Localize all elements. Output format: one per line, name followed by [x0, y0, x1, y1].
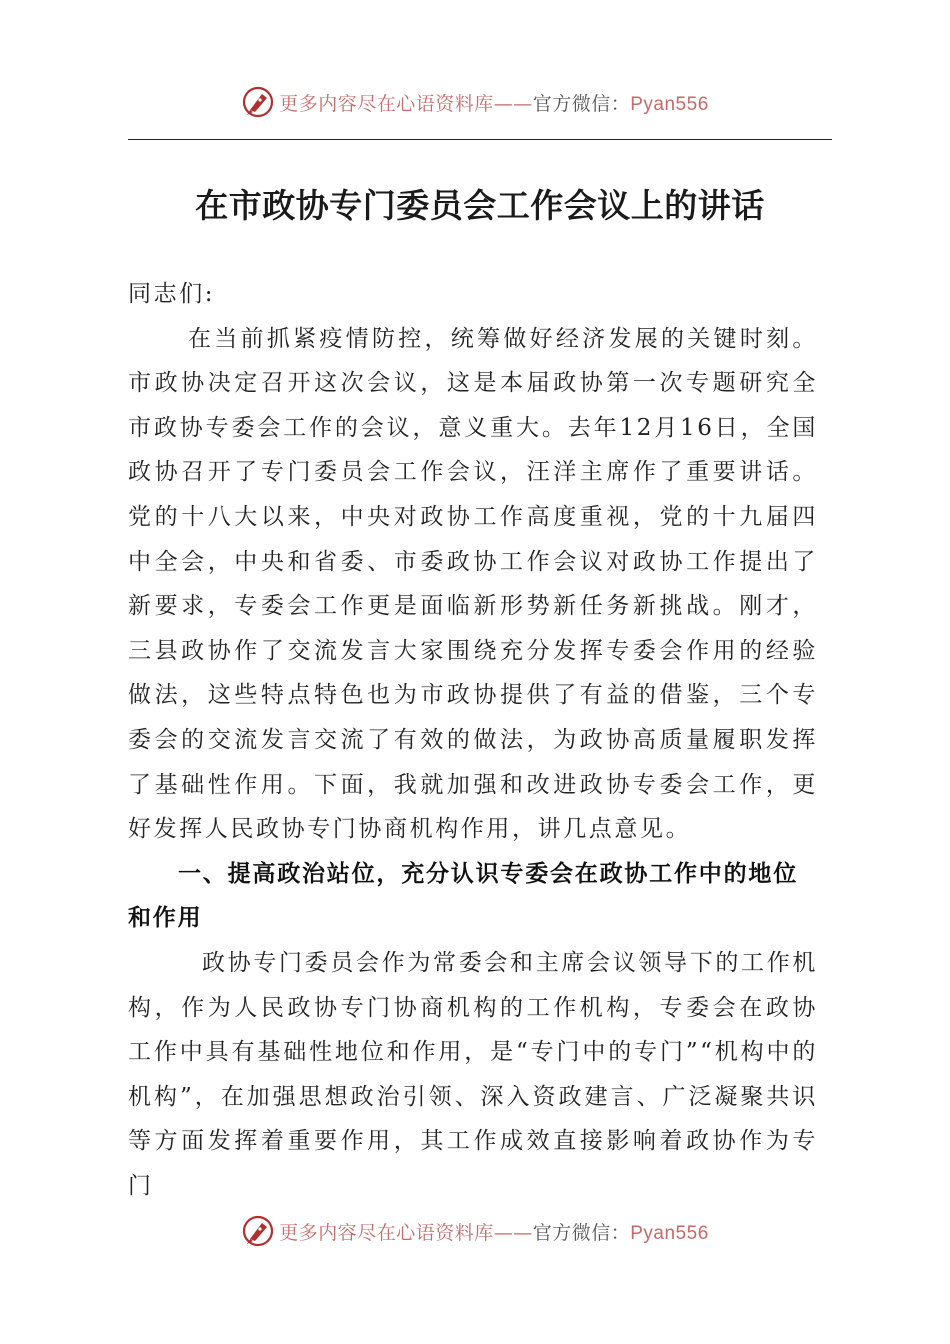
header-banner [0, 82, 950, 122]
footer-banner [0, 1211, 950, 1251]
banner-wechat-id: Pyan556 [630, 93, 709, 115]
pen-nib-logo-icon [241, 85, 275, 119]
banner-wechat-id: Pyan556 [630, 1222, 709, 1244]
banner-dash: —— [493, 1221, 533, 1244]
pen-nib-logo-icon [241, 1214, 275, 1248]
document-body [128, 272, 818, 1208]
banner-brand: 更多内容尽在心语资料库 [279, 92, 494, 115]
banner-dash: —— [493, 92, 533, 115]
banner-text [279, 1218, 709, 1245]
body-paragraph: 政协专门委员会作为常委会和主席会议领导下的工作机构，作为人民政协专门协商机构的工作机构，专委会在政协工作中具有基础性地位和作用，是“专门中的专门”“机构中的机构”，在加强思想政治引领、深入资政建言、广泛凝聚共识等方面发挥着重要作用，其工作成效直接影响着政协作为专门 [128, 949, 818, 1199]
salutation: 同志们: [128, 281, 216, 307]
document-title: 在市政协专门委员会工作会议上的讲话 [195, 186, 765, 225]
banner-wechat-label: 官方微信： [532, 1221, 631, 1244]
body-paragraph: 在当前抓紧疫情防控，统筹做好经济发展的关键时刻。市政协决定召开这次会议，这是本届政协第一次专题研究全市政协专委会工作的会议，意义重大。去年12月16日，全国政协召开了专门委员会工作会议，汪洋主席作了重要讲话。党的十八大以来，中央对政协工作高度重视，党的十九届四中全会，中央和省委、市委政协工作会议对政协工作提出了新要求，专委会工作更是面临新形势新任务新挑战。刚才，三县政协作了交流发言大家围绕充分发挥专委会作用的经验做法，这些特点特色也为市政协提供了有益的借鉴，三个专委会的交流发言交流了有效的做法，为政协高质量履职发挥了基础性作用。下面，我就加强和改进政协专委会工作，更好发挥人民政协专门协商机构作用，讲几点意见。 [128, 325, 818, 843]
section-heading: 一、提高政治站位，充分认识专委会在政协工作中的地位和作用 [128, 860, 798, 932]
banner-text [279, 89, 709, 116]
header-divider [128, 139, 832, 140]
banner-brand: 更多内容尽在心语资料库 [279, 1221, 494, 1244]
banner-wechat-label: 官方微信： [532, 92, 631, 115]
